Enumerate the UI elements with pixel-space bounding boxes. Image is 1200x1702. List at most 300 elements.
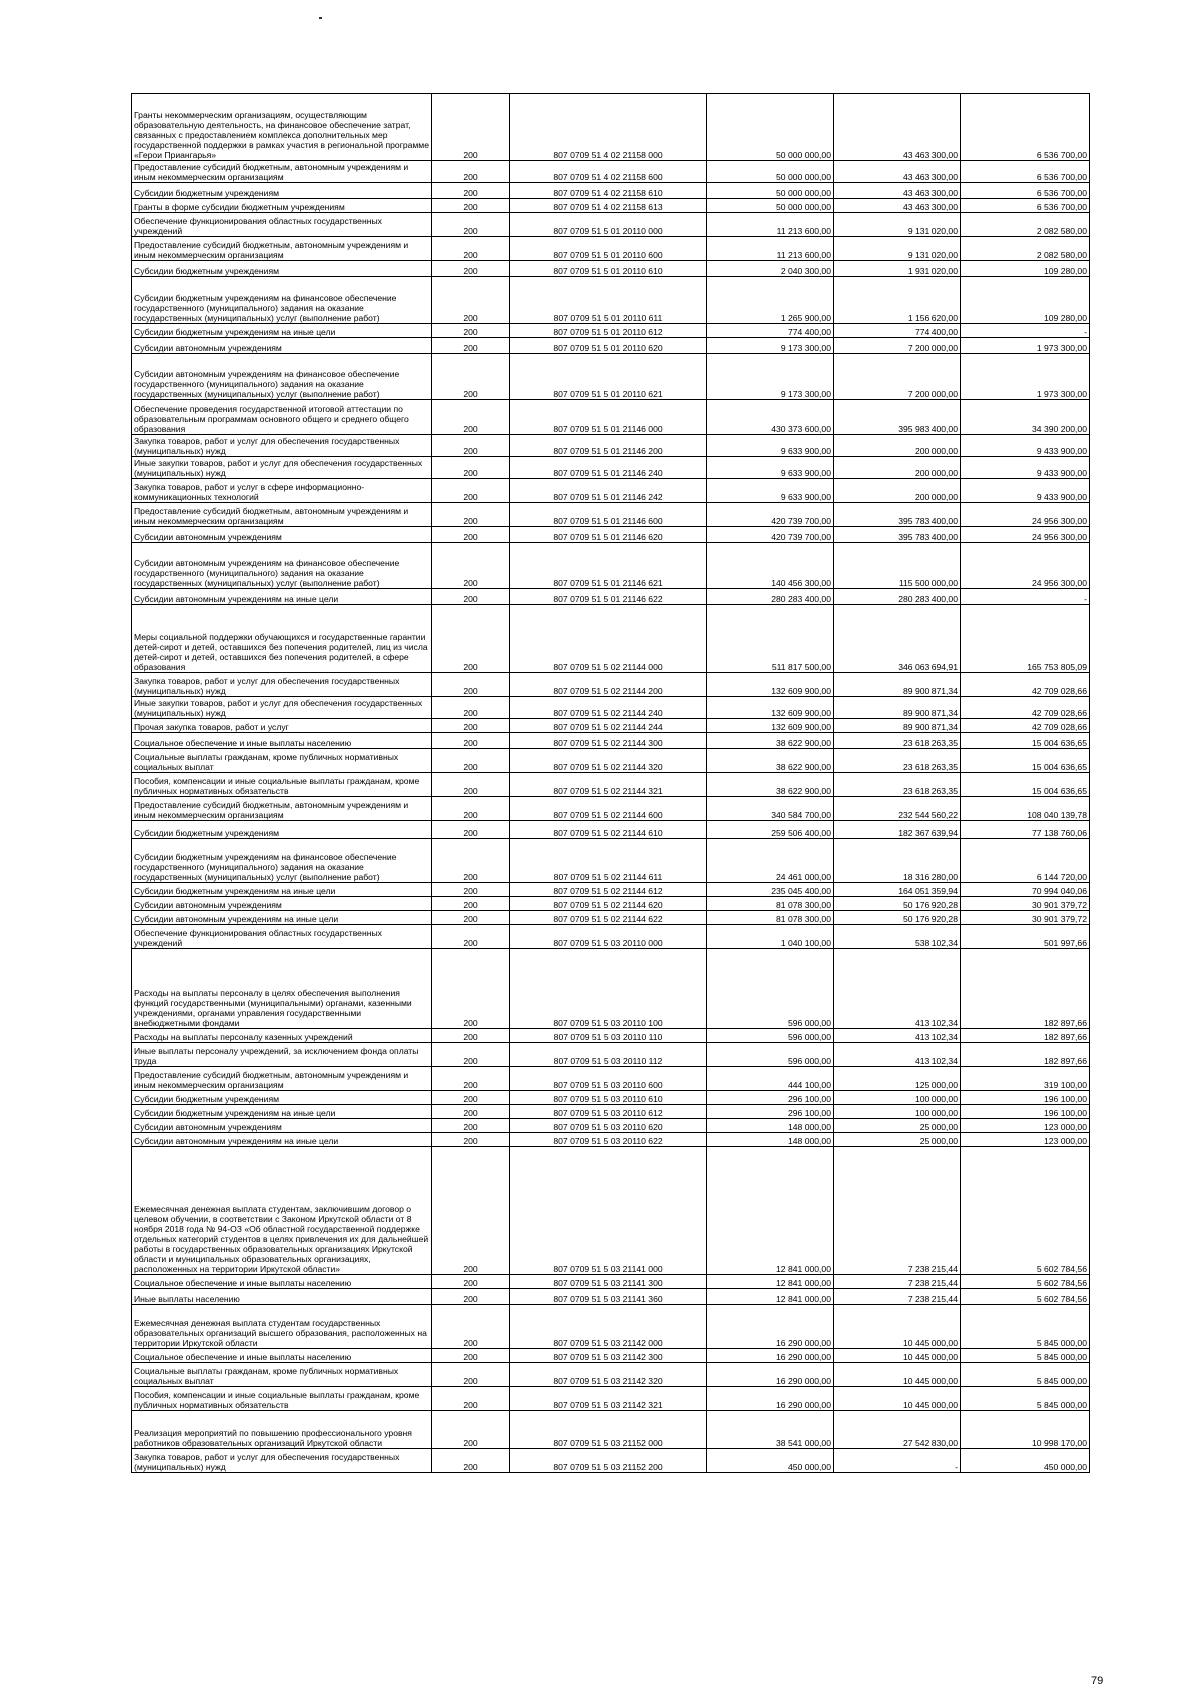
- cell-plan: 296 100,00: [707, 1091, 834, 1105]
- cell-kbk: 807 0709 51 5 02 21144 300: [510, 733, 707, 749]
- cell-fact: 23 618 263,35: [834, 749, 961, 773]
- cell-kbk: 807 0709 51 5 02 21144 612: [510, 883, 707, 897]
- cell-rest: 5 602 784,56: [961, 1289, 1090, 1305]
- cell-rest: 196 100,00: [961, 1105, 1090, 1119]
- cell-kbk: 807 0709 51 4 02 21158 600: [510, 161, 707, 183]
- cell-code: 200: [432, 435, 510, 457]
- cell-fact: 43 463 300,00: [834, 199, 961, 213]
- cell-rest: 24 956 300,00: [961, 503, 1090, 527]
- cell-fact: 115 500 000,00: [834, 543, 961, 589]
- cell-fact: 280 283 400,00: [834, 589, 961, 605]
- cell-kbk: 807 0709 51 5 02 21144 320: [510, 749, 707, 773]
- cell-kbk: 807 0709 51 5 03 21142 320: [510, 1363, 707, 1387]
- cell-fact: 27 542 830,00: [834, 1411, 961, 1449]
- cell-kbk: 807 0709 51 5 03 21141 300: [510, 1275, 707, 1289]
- cell-fact: 1 156 620,00: [834, 277, 961, 324]
- cell-plan: 9 173 300,00: [707, 338, 834, 354]
- cell-name: Субсидии бюджетным учреждениям на финансовое обеспечение государственного (муниципального) задания на оказание государственных (муниципальных) услуг (выполнение работ): [132, 839, 432, 883]
- cell-rest: 450 000,00: [961, 1449, 1090, 1473]
- cell-fact: 25 000,00: [834, 1119, 961, 1133]
- scan-mark: [319, 17, 322, 19]
- cell-kbk: 807 0709 51 5 01 20110 621: [510, 354, 707, 400]
- cell-plan: 1 040 100,00: [707, 925, 834, 949]
- table-row: [132, 733, 1090, 749]
- cell-rest: 196 100,00: [961, 1091, 1090, 1105]
- cell-code: 200: [432, 697, 510, 719]
- cell-code: 200: [432, 277, 510, 324]
- cell-plan: 132 609 900,00: [707, 697, 834, 719]
- cell-rest: 6 536 700,00: [961, 94, 1090, 161]
- cell-fact: 7 200 000,00: [834, 354, 961, 400]
- table-row: [132, 773, 1090, 797]
- cell-code: 200: [432, 1119, 510, 1133]
- table-row: [132, 1387, 1090, 1411]
- cell-name: Иные выплаты персоналу учреждений, за исключением фонда оплаты труда: [132, 1043, 432, 1067]
- cell-plan: 511 817 500,00: [707, 605, 834, 673]
- cell-name: Субсидии автономным учреждениям на финансовое обеспечение государственного (муниципального) задания на оказание государственных (муниципальных) услуг (выполнение работ): [132, 543, 432, 589]
- cell-code: 200: [432, 1411, 510, 1449]
- cell-rest: 1 973 300,00: [961, 338, 1090, 354]
- cell-name: Ежемесячная денежная выплата студентам государственных образовательных организаций высшего образования, расположенных на территории Иркутской области: [132, 1305, 432, 1349]
- cell-fact: 10 445 000,00: [834, 1349, 961, 1363]
- cell-rest: 5 602 784,56: [961, 1147, 1090, 1275]
- cell-name: Реализация мероприятий по повышению профессионального уровня работников образовательных организаций Иркутской области: [132, 1411, 432, 1449]
- cell-name: Предоставление субсидий бюджетным, автономным учреждениям и иным некоммерческим организациям: [132, 161, 432, 183]
- cell-fact: 23 618 263,35: [834, 773, 961, 797]
- cell-plan: 81 078 300,00: [707, 897, 834, 911]
- cell-rest: 5 845 000,00: [961, 1363, 1090, 1387]
- cell-name: Субсидии бюджетным учреждениям: [132, 183, 432, 199]
- cell-rest: 5 845 000,00: [961, 1387, 1090, 1411]
- cell-kbk: 807 0709 51 5 01 20110 600: [510, 237, 707, 261]
- cell-plan: 148 000,00: [707, 1119, 834, 1133]
- cell-rest: 9 433 900,00: [961, 479, 1090, 503]
- cell-plan: 9 633 900,00: [707, 457, 834, 479]
- cell-code: 200: [432, 749, 510, 773]
- cell-fact: 774 400,00: [834, 324, 961, 338]
- cell-fact: 23 618 263,35: [834, 733, 961, 749]
- cell-name: Социальное обеспечение и иные выплаты населению: [132, 1349, 432, 1363]
- cell-rest: 15 004 636,65: [961, 773, 1090, 797]
- cell-plan: 11 213 600,00: [707, 237, 834, 261]
- cell-kbk: 807 0709 51 5 01 21146 622: [510, 589, 707, 605]
- cell-plan: 420 739 700,00: [707, 527, 834, 543]
- cell-fact: 43 463 300,00: [834, 161, 961, 183]
- cell-name: Закупка товаров, работ и услуг для обеспечения государственных (муниципальных) нужд: [132, 435, 432, 457]
- cell-kbk: 807 0709 51 5 03 21152 200: [510, 1449, 707, 1473]
- cell-plan: 38 622 900,00: [707, 733, 834, 749]
- cell-fact: 10 445 000,00: [834, 1387, 961, 1411]
- cell-plan: 24 461 000,00: [707, 839, 834, 883]
- cell-kbk: 807 0709 51 5 03 20110 612: [510, 1105, 707, 1119]
- cell-name: Меры социальной поддержки обучающихся и государственные гарантии детей-сирот и детей, оставшихся без попечения родителей, лиц из числа детей-сирот и детей, оставшихся без попечения родителей, в сфере образования: [132, 605, 432, 673]
- cell-name: Субсидии автономным учреждениям на иные цели: [132, 911, 432, 925]
- cell-kbk: 807 0709 51 5 01 21146 000: [510, 400, 707, 435]
- cell-name: Иные закупки товаров, работ и услуг для обеспечения государственных (муниципальных) нужд: [132, 697, 432, 719]
- cell-kbk: 807 0709 51 5 01 21146 600: [510, 503, 707, 527]
- table-row: [132, 94, 1090, 161]
- cell-code: 200: [432, 237, 510, 261]
- cell-fact: 200 000,00: [834, 479, 961, 503]
- cell-fact: 18 316 280,00: [834, 839, 961, 883]
- cell-rest: 15 004 636,65: [961, 733, 1090, 749]
- cell-name: Предоставление субсидий бюджетным, автономным учреждениям и иным некоммерческим организациям: [132, 797, 432, 821]
- cell-kbk: 807 0709 51 5 02 21144 600: [510, 797, 707, 821]
- cell-fact: 125 000,00: [834, 1067, 961, 1091]
- cell-code: 200: [432, 94, 510, 161]
- table-row: [132, 697, 1090, 719]
- cell-plan: 38 622 900,00: [707, 773, 834, 797]
- cell-rest: 30 901 379,72: [961, 897, 1090, 911]
- cell-fact: 395 783 400,00: [834, 527, 961, 543]
- cell-fact: 413 102,34: [834, 949, 961, 1029]
- cell-rest: -: [961, 589, 1090, 605]
- cell-code: 200: [432, 261, 510, 277]
- cell-plan: 450 000,00: [707, 1449, 834, 1473]
- cell-name: Прочая закупка товаров, работ и услуг: [132, 719, 432, 733]
- table-row: [132, 1105, 1090, 1119]
- cell-fact: 10 445 000,00: [834, 1363, 961, 1387]
- cell-rest: 5 845 000,00: [961, 1349, 1090, 1363]
- cell-fact: -: [834, 1449, 961, 1473]
- table-row: [132, 589, 1090, 605]
- cell-name: Субсидии автономным учреждениям на финансовое обеспечение государственного (муниципального) задания на оказание государственных (муниципальных) услуг (выполнение работ): [132, 354, 432, 400]
- cell-code: 200: [432, 1105, 510, 1119]
- cell-plan: 280 283 400,00: [707, 589, 834, 605]
- cell-fact: 346 063 694,91: [834, 605, 961, 673]
- table-row: [132, 354, 1090, 400]
- cell-rest: 182 897,66: [961, 949, 1090, 1029]
- cell-name: Субсидии бюджетным учреждениям: [132, 821, 432, 839]
- cell-code: 200: [432, 503, 510, 527]
- table-row: [132, 1449, 1090, 1473]
- cell-code: 200: [432, 773, 510, 797]
- cell-rest: 42 709 028,66: [961, 673, 1090, 697]
- cell-code: 200: [432, 673, 510, 697]
- cell-kbk: 807 0709 51 5 01 21146 620: [510, 527, 707, 543]
- cell-fact: 395 983 400,00: [834, 400, 961, 435]
- cell-code: 200: [432, 733, 510, 749]
- cell-rest: 123 000,00: [961, 1119, 1090, 1133]
- cell-plan: 16 290 000,00: [707, 1363, 834, 1387]
- cell-plan: 12 841 000,00: [707, 1147, 834, 1275]
- cell-rest: 34 390 200,00: [961, 400, 1090, 435]
- cell-kbk: 807 0709 51 5 01 21146 242: [510, 479, 707, 503]
- cell-kbk: 807 0709 51 5 01 21146 240: [510, 457, 707, 479]
- cell-fact: 7 238 215,44: [834, 1147, 961, 1275]
- cell-code: 200: [432, 1449, 510, 1473]
- cell-plan: 259 506 400,00: [707, 821, 834, 839]
- cell-fact: 200 000,00: [834, 457, 961, 479]
- cell-rest: 6 536 700,00: [961, 199, 1090, 213]
- cell-code: 200: [432, 1363, 510, 1387]
- cell-plan: 16 290 000,00: [707, 1387, 834, 1411]
- cell-plan: 16 290 000,00: [707, 1305, 834, 1349]
- cell-fact: 43 463 300,00: [834, 183, 961, 199]
- cell-code: 200: [432, 911, 510, 925]
- table-row: [132, 183, 1090, 199]
- cell-kbk: 807 0709 51 5 02 21144 611: [510, 839, 707, 883]
- cell-fact: 100 000,00: [834, 1105, 961, 1119]
- cell-rest: 109 280,00: [961, 261, 1090, 277]
- cell-name: Субсидии бюджетным учреждениям на иные цели: [132, 324, 432, 338]
- cell-plan: 296 100,00: [707, 1105, 834, 1119]
- cell-plan: 12 841 000,00: [707, 1275, 834, 1289]
- cell-fact: 25 000,00: [834, 1133, 961, 1147]
- cell-plan: 50 000 000,00: [707, 94, 834, 161]
- cell-code: 200: [432, 338, 510, 354]
- cell-plan: 9 633 900,00: [707, 435, 834, 457]
- cell-kbk: 807 0709 51 5 03 21152 000: [510, 1411, 707, 1449]
- cell-plan: 9 633 900,00: [707, 479, 834, 503]
- budget-table-container: [131, 93, 1089, 1473]
- cell-name: Социальное обеспечение и иные выплаты населению: [132, 733, 432, 749]
- cell-name: Субсидии автономным учреждениям: [132, 338, 432, 354]
- cell-fact: 7 200 000,00: [834, 338, 961, 354]
- cell-fact: 100 000,00: [834, 1091, 961, 1105]
- cell-name: Расходы на выплаты персоналу казенных учреждений: [132, 1029, 432, 1043]
- table-row: [132, 338, 1090, 354]
- cell-kbk: 807 0709 51 4 02 21158 610: [510, 183, 707, 199]
- cell-code: 200: [432, 605, 510, 673]
- cell-code: 200: [432, 527, 510, 543]
- cell-kbk: 807 0709 51 5 03 20110 100: [510, 949, 707, 1029]
- cell-plan: 340 584 700,00: [707, 797, 834, 821]
- cell-rest: 6 144 720,00: [961, 839, 1090, 883]
- table-row: [132, 199, 1090, 213]
- table-row: [132, 1067, 1090, 1091]
- cell-code: 200: [432, 543, 510, 589]
- cell-kbk: 807 0709 51 5 02 21144 000: [510, 605, 707, 673]
- cell-fact: 7 238 215,44: [834, 1289, 961, 1305]
- table-row: [132, 749, 1090, 773]
- cell-name: Пособия, компенсации и иные социальные выплаты гражданам, кроме публичных нормативных обязательств: [132, 773, 432, 797]
- cell-name: Закупка товаров, работ и услуг в сфере информационно-коммуникационных технологий: [132, 479, 432, 503]
- cell-rest: 30 901 379,72: [961, 911, 1090, 925]
- cell-rest: 9 433 900,00: [961, 457, 1090, 479]
- cell-name: Предоставление субсидий бюджетным, автономным учреждениям и иным некоммерческим организациям: [132, 237, 432, 261]
- cell-plan: 140 456 300,00: [707, 543, 834, 589]
- table-row: [132, 1363, 1090, 1387]
- cell-rest: 2 082 580,00: [961, 213, 1090, 237]
- cell-code: 200: [432, 1305, 510, 1349]
- table-row: [132, 237, 1090, 261]
- cell-fact: 200 000,00: [834, 435, 961, 457]
- cell-kbk: 807 0709 51 5 03 21142 300: [510, 1349, 707, 1363]
- table-row: [132, 911, 1090, 925]
- cell-fact: 89 900 871,34: [834, 673, 961, 697]
- cell-name: Гранты некоммерческим организациям, осуществляющим образовательную деятельность, на финансовое обеспечение затрат, связанных с предоставлением комплекса дополнительных мер государственной поддержки в рамках участия в региональной программе «Герои Приангарья»: [132, 94, 432, 161]
- cell-kbk: 807 0709 51 5 03 21142 000: [510, 1305, 707, 1349]
- table-row: [132, 457, 1090, 479]
- cell-rest: -: [961, 324, 1090, 338]
- cell-kbk: 807 0709 51 5 01 20110 611: [510, 277, 707, 324]
- table-row: [132, 925, 1090, 949]
- table-row: [132, 1147, 1090, 1275]
- cell-rest: 42 709 028,66: [961, 697, 1090, 719]
- cell-code: 200: [432, 213, 510, 237]
- cell-rest: 24 956 300,00: [961, 527, 1090, 543]
- cell-name: Иные выплаты населению: [132, 1289, 432, 1305]
- table-row: [132, 797, 1090, 821]
- cell-kbk: 807 0709 51 5 01 21146 621: [510, 543, 707, 589]
- cell-rest: 24 956 300,00: [961, 543, 1090, 589]
- table-row: [132, 400, 1090, 435]
- cell-name: Субсидии бюджетным учреждениям на финансовое обеспечение государственного (муниципального) задания на оказание государственных (муниципальных) услуг (выполнение работ): [132, 277, 432, 324]
- cell-code: 200: [432, 479, 510, 503]
- table-row: [132, 839, 1090, 883]
- cell-plan: 50 000 000,00: [707, 199, 834, 213]
- cell-name: Закупка товаров, работ и услуг для обеспечения государственных (муниципальных) нужд: [132, 673, 432, 697]
- cell-fact: 9 131 020,00: [834, 213, 961, 237]
- cell-code: 200: [432, 199, 510, 213]
- cell-code: 200: [432, 1387, 510, 1411]
- table-row: [132, 503, 1090, 527]
- cell-code: 200: [432, 400, 510, 435]
- cell-name: Обеспечение функционирования областных государственных учреждений: [132, 213, 432, 237]
- cell-code: 200: [432, 719, 510, 733]
- cell-fact: 164 051 359,94: [834, 883, 961, 897]
- cell-name: Пособия, компенсации и иные социальные выплаты гражданам, кроме публичных нормативных обязательств: [132, 1387, 432, 1411]
- cell-fact: 395 783 400,00: [834, 503, 961, 527]
- table-row: [132, 1029, 1090, 1043]
- cell-rest: 182 897,66: [961, 1043, 1090, 1067]
- cell-kbk: 807 0709 51 5 03 20110 622: [510, 1133, 707, 1147]
- cell-code: 200: [432, 1349, 510, 1363]
- cell-code: 200: [432, 1043, 510, 1067]
- cell-rest: 501 997,66: [961, 925, 1090, 949]
- cell-kbk: 807 0709 51 5 01 21146 200: [510, 435, 707, 457]
- cell-code: 200: [432, 883, 510, 897]
- table-row: [132, 1289, 1090, 1305]
- cell-plan: 596 000,00: [707, 1029, 834, 1043]
- cell-code: 200: [432, 839, 510, 883]
- cell-rest: 5 845 000,00: [961, 1305, 1090, 1349]
- cell-rest: 108 040 139,78: [961, 797, 1090, 821]
- cell-kbk: 807 0709 51 5 01 20110 000: [510, 213, 707, 237]
- table-row: [132, 277, 1090, 324]
- cell-plan: 38 622 900,00: [707, 749, 834, 773]
- cell-kbk: 807 0709 51 5 03 20110 000: [510, 925, 707, 949]
- table-row: [132, 897, 1090, 911]
- cell-plan: 50 000 000,00: [707, 183, 834, 199]
- cell-kbk: 807 0709 51 5 02 21144 622: [510, 911, 707, 925]
- table-row: [132, 673, 1090, 697]
- table-row: [132, 1349, 1090, 1363]
- cell-kbk: 807 0709 51 5 01 20110 620: [510, 338, 707, 354]
- cell-rest: 165 753 805,09: [961, 605, 1090, 673]
- cell-code: 200: [432, 457, 510, 479]
- cell-name: Ежемесячная денежная выплата студентам, заключившим договор о целевом обучении, в соответствии с Законом Иркутской области от 8 ноября 2018 года № 94-ОЗ «Об областной государственной поддержке отдельных категорий студентов в целях привлечения их для дальнейшей работы в государственных образовательных организациях Иркутской области и муниципальных образовательных организациях, расположенных на территории Иркутской области»: [132, 1147, 432, 1275]
- table-row: [132, 324, 1090, 338]
- cell-rest: 77 138 760,06: [961, 821, 1090, 839]
- table-row: [132, 1305, 1090, 1349]
- cell-fact: 413 102,34: [834, 1029, 961, 1043]
- cell-code: 200: [432, 589, 510, 605]
- cell-plan: 9 173 300,00: [707, 354, 834, 400]
- cell-plan: 1 265 900,00: [707, 277, 834, 324]
- cell-code: 200: [432, 1147, 510, 1275]
- budget-execution-table: [131, 93, 1090, 1473]
- cell-kbk: 807 0709 51 5 02 21144 200: [510, 673, 707, 697]
- cell-kbk: 807 0709 51 5 01 20110 610: [510, 261, 707, 277]
- cell-rest: 182 897,66: [961, 1029, 1090, 1043]
- cell-rest: 123 000,00: [961, 1133, 1090, 1147]
- cell-name: Субсидии автономным учреждениям на иные цели: [132, 589, 432, 605]
- cell-code: 200: [432, 949, 510, 1029]
- table-row: [132, 605, 1090, 673]
- cell-kbk: 807 0709 51 5 02 21144 244: [510, 719, 707, 733]
- cell-plan: 132 609 900,00: [707, 673, 834, 697]
- cell-plan: 132 609 900,00: [707, 719, 834, 733]
- table-row: [132, 261, 1090, 277]
- cell-kbk: 807 0709 51 4 02 21158 000: [510, 94, 707, 161]
- table-row: [132, 883, 1090, 897]
- cell-name: Иные закупки товаров, работ и услуг для обеспечения государственных (муниципальных) нужд: [132, 457, 432, 479]
- cell-name: Субсидии бюджетным учреждениям: [132, 1091, 432, 1105]
- cell-name: Обеспечение функционирования областных государственных учреждений: [132, 925, 432, 949]
- cell-kbk: 807 0709 51 5 03 20110 610: [510, 1091, 707, 1105]
- cell-fact: 413 102,34: [834, 1043, 961, 1067]
- cell-name: Субсидии автономным учреждениям: [132, 1119, 432, 1133]
- table-row: [132, 213, 1090, 237]
- cell-plan: 430 373 600,00: [707, 400, 834, 435]
- cell-code: 200: [432, 925, 510, 949]
- cell-code: 200: [432, 797, 510, 821]
- cell-name: Субсидии автономным учреждениям на иные цели: [132, 1133, 432, 1147]
- cell-plan: 50 000 000,00: [707, 161, 834, 183]
- cell-name: Социальные выплаты гражданам, кроме публичных нормативных социальных выплат: [132, 1363, 432, 1387]
- cell-code: 200: [432, 897, 510, 911]
- cell-code: 200: [432, 354, 510, 400]
- cell-fact: 89 900 871,34: [834, 697, 961, 719]
- cell-rest: 1 973 300,00: [961, 354, 1090, 400]
- cell-rest: 5 602 784,56: [961, 1275, 1090, 1289]
- cell-kbk: 807 0709 51 5 01 20110 612: [510, 324, 707, 338]
- cell-kbk: 807 0709 51 5 03 20110 110: [510, 1029, 707, 1043]
- cell-rest: 6 536 700,00: [961, 183, 1090, 199]
- cell-kbk: 807 0709 51 5 03 21141 360: [510, 1289, 707, 1305]
- cell-kbk: 807 0709 51 5 03 21141 000: [510, 1147, 707, 1275]
- cell-rest: 42 709 028,66: [961, 719, 1090, 733]
- table-row: [132, 1091, 1090, 1105]
- cell-code: 200: [432, 1133, 510, 1147]
- cell-fact: 50 176 920,28: [834, 897, 961, 911]
- cell-kbk: 807 0709 51 5 03 21142 321: [510, 1387, 707, 1411]
- cell-rest: 2 082 580,00: [961, 237, 1090, 261]
- cell-rest: 10 998 170,00: [961, 1411, 1090, 1449]
- cell-plan: 16 290 000,00: [707, 1349, 834, 1363]
- table-row: [132, 949, 1090, 1029]
- cell-rest: 15 004 636,65: [961, 749, 1090, 773]
- table-row: [132, 161, 1090, 183]
- cell-name: Социальное обеспечение и иные выплаты населению: [132, 1275, 432, 1289]
- cell-name: Социальные выплаты гражданам, кроме публичных нормативных социальных выплат: [132, 749, 432, 773]
- cell-name: Гранты в форме субсидии бюджетным учреждениям: [132, 199, 432, 213]
- cell-plan: 11 213 600,00: [707, 213, 834, 237]
- cell-plan: 596 000,00: [707, 949, 834, 1029]
- cell-rest: 6 536 700,00: [961, 161, 1090, 183]
- cell-code: 200: [432, 1275, 510, 1289]
- cell-rest: 109 280,00: [961, 277, 1090, 324]
- table-row: [132, 1411, 1090, 1449]
- table-row: [132, 479, 1090, 503]
- cell-fact: 9 131 020,00: [834, 237, 961, 261]
- cell-name: Субсидии автономным учреждениям: [132, 897, 432, 911]
- table-row: [132, 821, 1090, 839]
- cell-name: Субсидии бюджетным учреждениям на иные цели: [132, 883, 432, 897]
- cell-name: Субсидии бюджетным учреждениям: [132, 261, 432, 277]
